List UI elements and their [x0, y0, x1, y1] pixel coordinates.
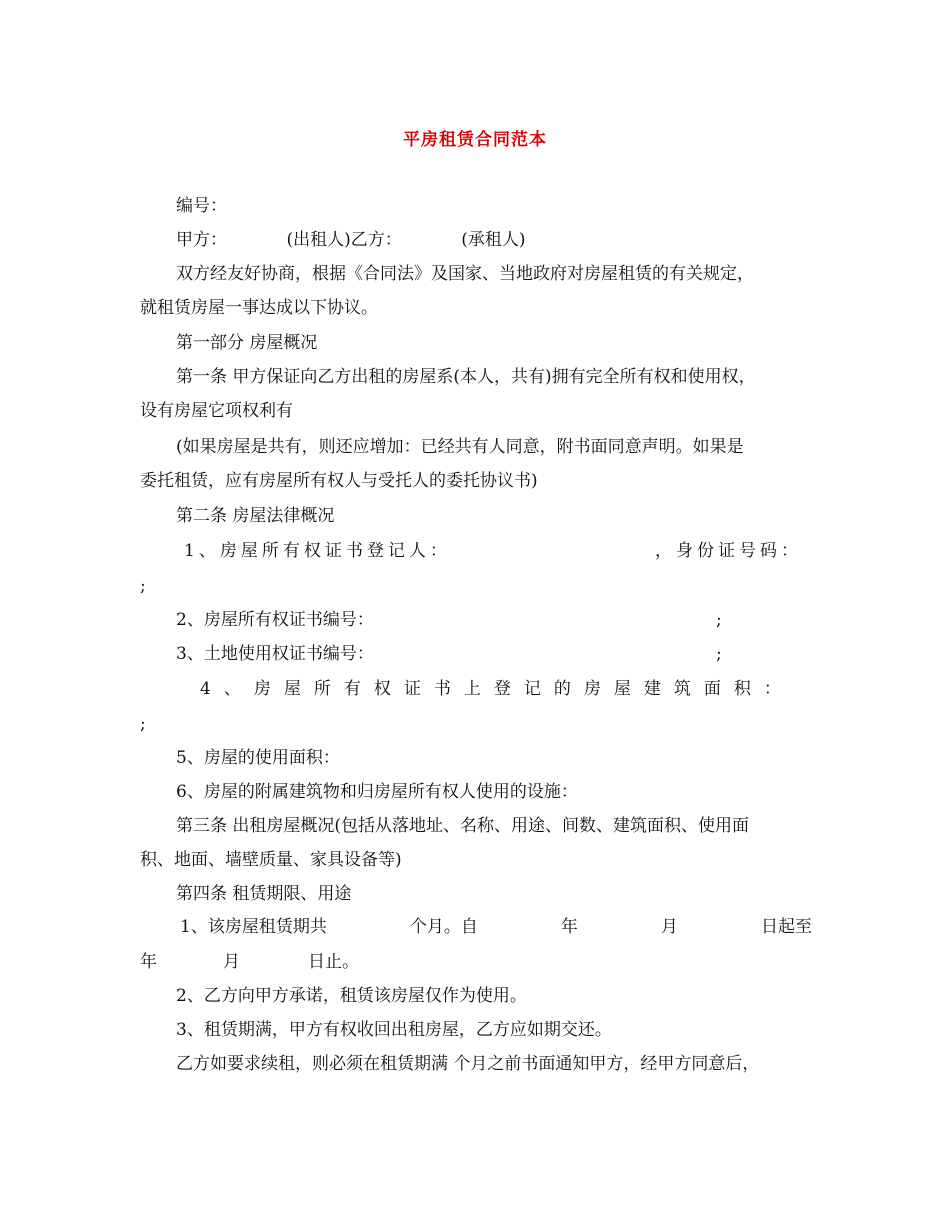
id-number-label: ，身份证号码： — [655, 541, 802, 561]
lease-start-day: 日起至 — [760, 917, 812, 937]
usable-area-label: 5、房屋的使用面积： — [176, 748, 340, 768]
renewal-notice-line: 乙方如要求续租，则必须在租赁期满 个月之前书面通知甲方，经甲方同意后， — [176, 1054, 760, 1074]
article-three-line-1: 第三条 出租房屋概况(包括从落地址、名称、用途、间数、建筑面积、使用面 — [176, 816, 750, 836]
preamble-line-1: 双方经友好协商，根据《合同法》及国家、当地政府对房屋租赁的有关规定， — [176, 264, 754, 284]
lease-term-months-from: 个月。自 — [409, 917, 478, 937]
ownership-certificate-number-end: ; — [716, 610, 722, 630]
ancillary-facilities-label: 6、房屋的附属建筑物和归房屋所有权人使用的设施： — [176, 782, 578, 802]
part-one-heading: 第一部分 房屋概况 — [176, 333, 318, 353]
co-ownership-note-line-2: 委托租赁，应有房屋所有权人与受托人的委托协议书) — [140, 471, 538, 491]
usage-commitment: 2、乙方向甲方承诺，租赁该房屋仅作为使用。 — [176, 986, 527, 1006]
preamble-line-2: 就租赁房屋一事达成以下协议。 — [140, 298, 378, 318]
land-certificate-number-end: ; — [716, 644, 722, 664]
ownership-certificate-number-label: 2、房屋所有权证书编号： — [176, 610, 374, 630]
article-one-line-2: 设有房屋它项权利有 — [140, 401, 293, 421]
contract-number-label: 编号： — [176, 196, 227, 216]
registrant-line-end: ; — [140, 576, 146, 596]
lease-end-year: 年 — [140, 952, 157, 972]
certificate-registrant-label: 1、房屋所有权证书登记人： — [184, 541, 451, 561]
article-two-heading: 第二条 房屋法律概况 — [176, 506, 335, 526]
lease-term-prefix: 1、该房屋租赁期共 — [180, 917, 327, 937]
lease-end-day: 日止。 — [308, 952, 359, 972]
floor-area-line-end: ; — [140, 714, 146, 734]
parties-line: 甲方： (出租人)乙方： (承租人) — [176, 230, 526, 250]
article-three-line-2: 积、地面、墙壁质量、家具设备等) — [140, 850, 402, 870]
lease-term-line-1 — [180, 916, 812, 938]
article-one-line-1: 第一条 甲方保证向乙方出租的房屋系(本人，共有)拥有完全所有权和使用权， — [176, 367, 756, 387]
lease-end-month: 月 — [223, 952, 240, 972]
co-ownership-note-line-1: (如果房屋是共有，则还应增加：已经共有人同意，附书面同意声明。如果是 — [176, 437, 744, 457]
land-certificate-number-label: 3、土地使用权证书编号： — [176, 644, 374, 664]
lease-expiry-return: 3、租赁期满，甲方有权收回出租房屋，乙方应如期交还。 — [176, 1020, 612, 1040]
registered-floor-area-label: 4、房屋所有权证书上登记的房屋建筑面积： — [200, 679, 794, 699]
document-title: 平房租赁合同范本 — [403, 130, 547, 150]
lease-start-year: 年 — [560, 917, 578, 937]
article-four-heading: 第四条 租赁期限、用途 — [176, 884, 352, 904]
lease-start-month: 月 — [660, 917, 678, 937]
